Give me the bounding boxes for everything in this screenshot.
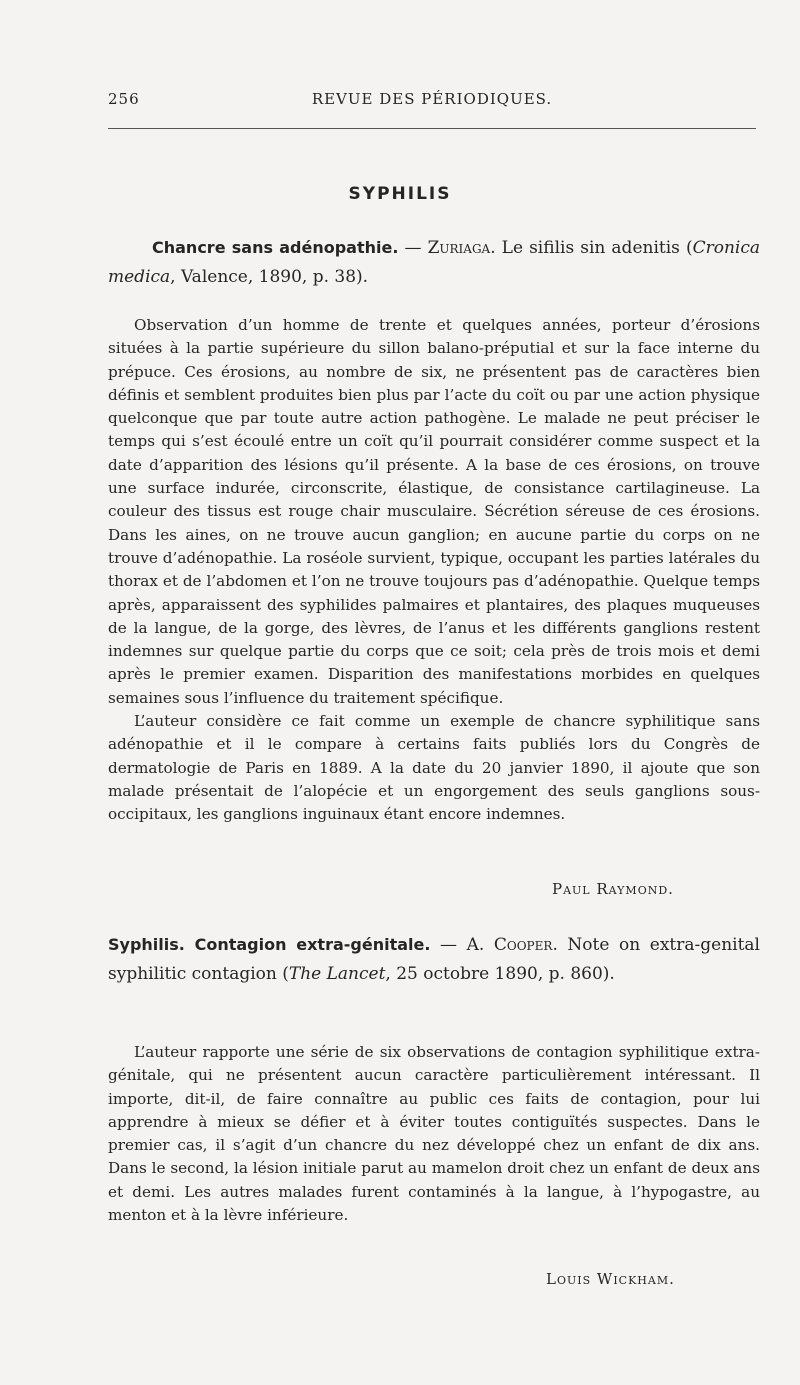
article-2-body: [108, 1041, 760, 1227]
article-1-dash: —: [398, 238, 428, 258]
article-2-title-rest: . Note on extra-genital syphilitic contagion (: [108, 935, 760, 984]
article-1-paragraph-2: L’auteur considère ce fait comme un exemple de chancre syphilitique sans adénopathie et il le compare à certains faits publiés lors du Congrès de dermatologie de Paris en 1889. A la date du 20 janvier 1890, il ajoute que son malade présentait de l’alopécie et un engorgement des seuls ganglions sous-occipitaux, les ganglions inguinaux étant encore indemnes.: [108, 712, 760, 824]
page-header: [108, 90, 756, 112]
article-1-lead: Chancre sans adénopathie.: [152, 238, 399, 257]
section-title: SYPHILIS: [348, 184, 452, 204]
article-1-signature: Paul Raymond.: [552, 880, 674, 898]
article-1-title-rest: . Le sifilis sin adenitis (: [490, 238, 693, 258]
article-1-body: [108, 314, 760, 827]
article-2-title: [108, 930, 760, 989]
article-2-author: A. Cooper: [466, 935, 553, 955]
article-2-citation: , 25 octobre 1890, p. 860).: [385, 964, 615, 984]
article-2-journal: The Lancet: [288, 964, 386, 984]
article-2-signature: Louis Wickham.: [546, 1270, 675, 1288]
article-1-paragraph-1: Observation d’un homme de trente et quelques années, porteur d’érosions situées à la partie supérieure du sillon balano-préputial et sur la face interne du prépuce. Ces érosions, au nombre de six, ne présentent pas de caractères bien définis et semblent produites bien plus par l’acte du coït ou par une action physique quelconque que par toute autre action pathogène. Le malade ne peut préciser le temps qui s’est écoulé entre un coït qu’il pourrait considérer comme suspect et la date d’apparition des lésions qu’il présente. A la base de ces érosions, on trouve une surface indurée, circonscrite, élastique, de consistance cartilagineuse. La couleur des tissus est rouge chair musculaire. Sécrétion séreuse de ces érosions. Dans les aines, on ne trouve aucun ganglion; en aucune partie du corps on ne trouve d’adénopathie. La roséole survient, typique, occupant les parties latérales du thorax et de l’abdomen et l’on ne trouve toujours pas d’adénopathie. Quelque temps après, apparaissent des syphilides palmaires et plantaires, des plaques muqueuses de la langue, de la gorge, des lèvres, de l’anus et les différents ganglions restent indemnes sur quelque partie du corps que ce soit; cela près de trois mois et demi après le premier examen. Disparition des manifestations morbides en quelques semaines sous l’influence du traitement spécifique.: [108, 316, 760, 707]
article-1-author: Zuriaga: [427, 238, 491, 258]
article-2-dash: —: [430, 935, 467, 955]
page-number: 256: [108, 90, 140, 108]
article-1-journal: Cronica medica: [108, 238, 761, 287]
article-1-citation: , Valence, 1890, p. 38).: [170, 267, 369, 287]
article-1-title: [108, 233, 760, 292]
article-2-lead: Syphilis. Contagion extra-génitale.: [108, 935, 431, 954]
running-title: REVUE DES PÉRIODIQUES.: [311, 90, 553, 108]
header-rule: [108, 128, 756, 129]
article-2-paragraph-1: L’auteur rapporte une série de six observations de contagion syphilitique extra-génitale, qui ne présentent aucun caractère particulièrement intéressant. Il importe, dit-il, de faire connaître au public ces faits de contagion, pour lui apprendre à mieux se défier et à éviter toutes contiguïtés suspectes. Dans le premier cas, il s’agit d’un chancre du nez développé chez un enfant de dix ans. Dans le second, la lésion initiale parut au mamelon droit chez un enfant de deux ans et demi. Les autres malades furent contaminés à la langue, à l’hypogastre, au menton et à la lèvre inférieure.: [108, 1043, 760, 1225]
